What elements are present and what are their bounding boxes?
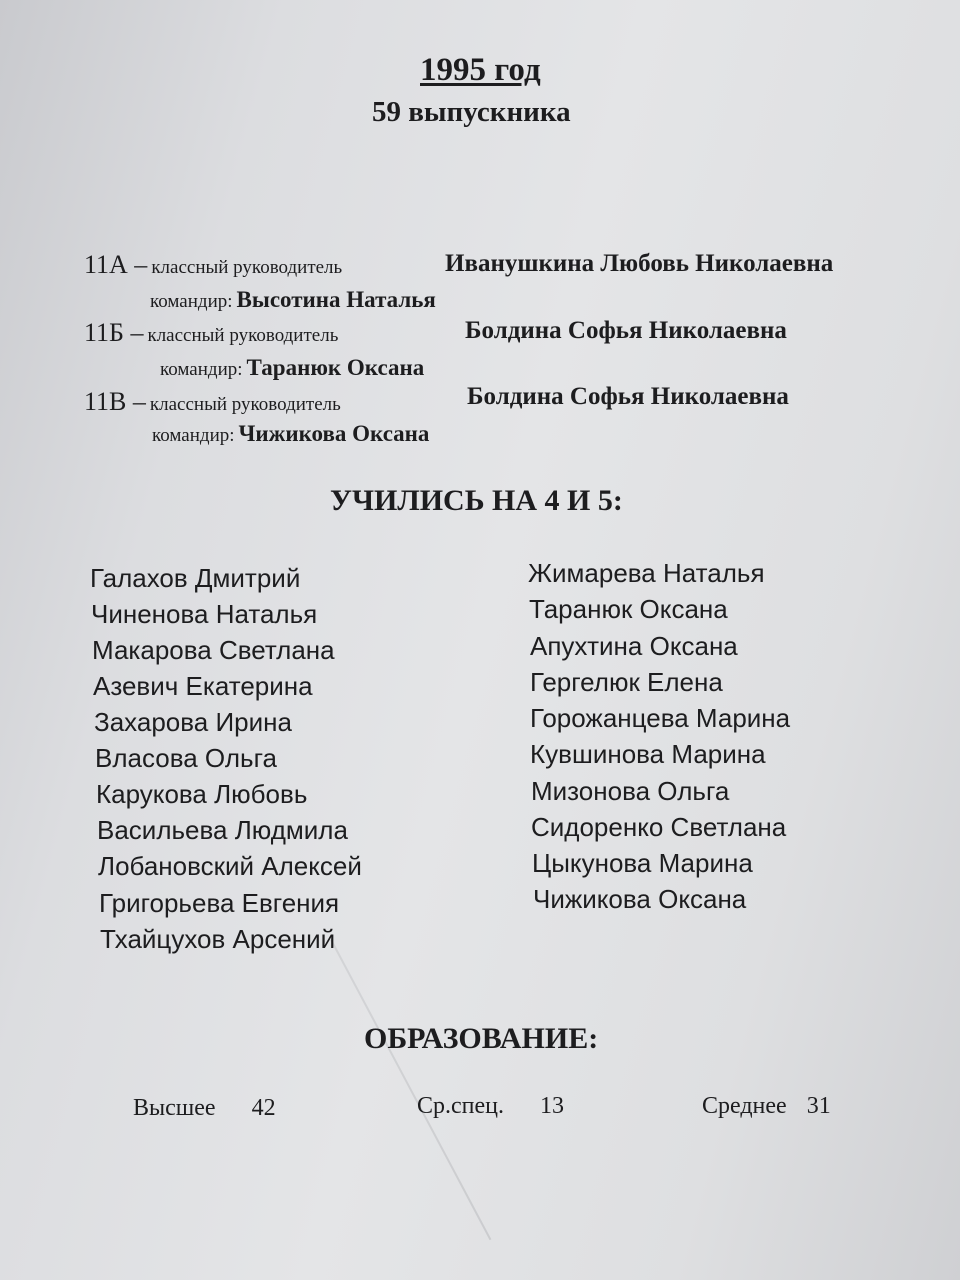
education-value: 31 bbox=[806, 1093, 831, 1119]
list-item: Власова Ольга bbox=[95, 743, 277, 773]
education-heading: ОБРАЗОВАНИЕ: bbox=[364, 1022, 599, 1055]
commander-row-11a bbox=[150, 287, 436, 313]
class-role: классный руководитель bbox=[147, 325, 339, 346]
commander-name: Чижикова Оксана bbox=[238, 421, 430, 446]
commander-row-11b bbox=[160, 355, 424, 381]
list-item: Горожанцева Марина bbox=[530, 703, 791, 733]
class-role: классный руководитель bbox=[151, 257, 343, 278]
education-value: 13 bbox=[540, 1093, 564, 1119]
class-row-11a bbox=[84, 250, 342, 280]
class-name: 11Б – bbox=[84, 318, 144, 347]
list-item: Чижикова Оксана bbox=[533, 884, 747, 914]
class-teacher: Болдина Софья Николаевна bbox=[465, 317, 787, 344]
list-item: Таранюк Оксана bbox=[529, 594, 728, 624]
class-role: классный руководитель bbox=[149, 394, 341, 415]
education-label: Высшее bbox=[133, 1095, 216, 1121]
list-item: Васильева Людмила bbox=[97, 815, 348, 845]
list-item: Лобановский Алексей bbox=[98, 851, 362, 881]
commander-row-11v bbox=[152, 421, 429, 447]
list-item: Чиненова Наталья bbox=[91, 599, 318, 629]
honors-heading: УЧИЛИСЬ НА 4 И 5: bbox=[330, 484, 623, 517]
class-row-11v bbox=[84, 387, 341, 417]
education-item-specialized bbox=[417, 1093, 564, 1120]
list-item: Карукова Любовь bbox=[96, 779, 308, 809]
class-name: 11А – bbox=[84, 250, 148, 279]
class-teacher: Иванушкина Любовь Николаевна bbox=[445, 250, 834, 277]
commander-name: Высотина Наталья bbox=[236, 287, 436, 312]
list-item: Жимарева Наталья bbox=[528, 558, 765, 588]
commander-label: командир: bbox=[160, 359, 243, 380]
list-item: Макарова Светлана bbox=[92, 635, 335, 665]
list-item: Апухтина Оксана bbox=[530, 631, 738, 661]
list-item: Мизонова Ольга bbox=[531, 776, 730, 806]
commander-label: командир: bbox=[150, 291, 233, 312]
education-item-secondary bbox=[702, 1093, 831, 1120]
commander-label: командир: bbox=[152, 425, 235, 446]
list-item: Цыкунова Марина bbox=[532, 848, 753, 878]
page-title: 1995 год bbox=[420, 52, 541, 88]
list-item: Гергелюк Елена bbox=[530, 667, 723, 697]
class-teacher: Болдина Софья Николаевна bbox=[467, 383, 789, 410]
education-label: Среднее bbox=[702, 1093, 787, 1119]
class-row-11b bbox=[84, 318, 338, 348]
list-item: Галахов Дмитрий bbox=[90, 563, 301, 593]
class-name: 11В – bbox=[84, 387, 146, 416]
list-item: Кувшинова Марина bbox=[530, 739, 766, 769]
list-item: Тхайцухов Арсений bbox=[100, 924, 336, 954]
education-item-higher bbox=[133, 1095, 276, 1122]
education-value: 42 bbox=[251, 1095, 276, 1121]
list-item: Григорьева Евгения bbox=[99, 888, 340, 918]
commander-name: Таранюк Оксана bbox=[246, 355, 425, 380]
paper-crease bbox=[330, 939, 491, 1240]
list-item: Сидоренко Светлана bbox=[531, 812, 787, 842]
education-label: Ср.спец. bbox=[417, 1093, 504, 1119]
list-item: Захарова Ирина bbox=[94, 707, 292, 737]
graduates-count: 59 выпускника bbox=[372, 96, 571, 128]
list-item: Азевич Екатерина bbox=[93, 671, 313, 701]
